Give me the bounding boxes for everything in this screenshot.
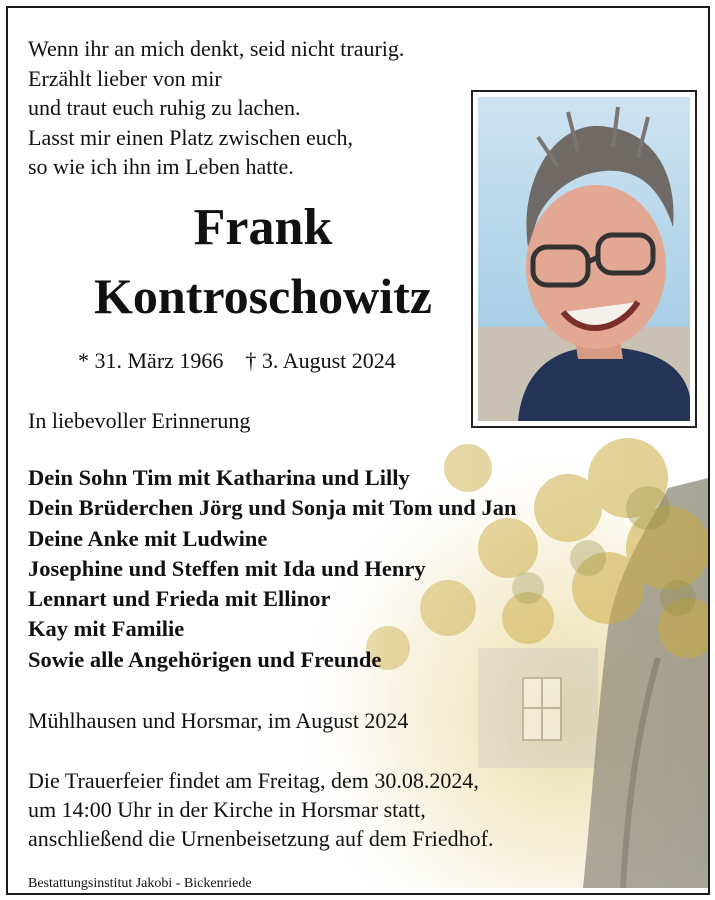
deceased-last-name: Kontroschowitz	[94, 268, 432, 324]
place-and-date: Mühlhausen und Horsmar, im August 2024	[28, 708, 409, 733]
deceased-first-name: Frank	[193, 199, 333, 256]
ceremony-info	[28, 766, 494, 853]
family-member: Dein Sohn Tim mit Katharina und Lilly	[28, 465, 410, 490]
family-member: Kay mit Familie	[28, 616, 185, 642]
poem	[28, 34, 404, 182]
family-member: Sowie alle Angehörigen und Freunde	[28, 646, 382, 672]
ceremony-line: anschließend die Urnenbeisetzung auf dem Friedhof.	[28, 826, 494, 851]
poem-line: und traut euch ruhig zu lachen.	[28, 95, 301, 120]
family-member: Lennart und Frieda mit Ellinor	[28, 586, 331, 612]
birth-date: * 31. März 1966	[78, 348, 224, 373]
life-dates	[78, 348, 396, 374]
undertaker-credit: Bestattungsinstitut Jakobi - Bickenriede	[28, 876, 252, 891]
ceremony-line: Die Trauerfeier findet am Freitag, dem 30.08.2024,	[28, 768, 479, 793]
family-member: Deine Anke mit Ludwine	[28, 525, 268, 551]
family-member: Dein Brüderchen Jörg und Sonja mit Tom und Jan	[28, 495, 517, 521]
death-date: † 3. August 2024	[245, 348, 396, 373]
poem-line: Erzählt lieber von mir	[28, 65, 222, 91]
family-member: Josephine und Steffen mit Ida und Henry	[28, 555, 426, 581]
obituary-notice	[6, 6, 710, 895]
ceremony-line: um 14:00 Uhr in der Kirche in Horsmar statt,	[28, 797, 426, 822]
poem-line: Wenn ihr an mich denkt, seid nicht traurig.	[28, 36, 405, 61]
memory-line: In liebevoller Erinnerung	[28, 408, 251, 433]
poem-line: so wie ich ihn im Leben hatte.	[28, 154, 294, 179]
portrait-photo	[471, 90, 697, 428]
poem-line: Lasst mir einen Platz zwischen euch,	[28, 124, 354, 150]
family-list	[28, 463, 516, 675]
portrait-image	[478, 97, 690, 421]
